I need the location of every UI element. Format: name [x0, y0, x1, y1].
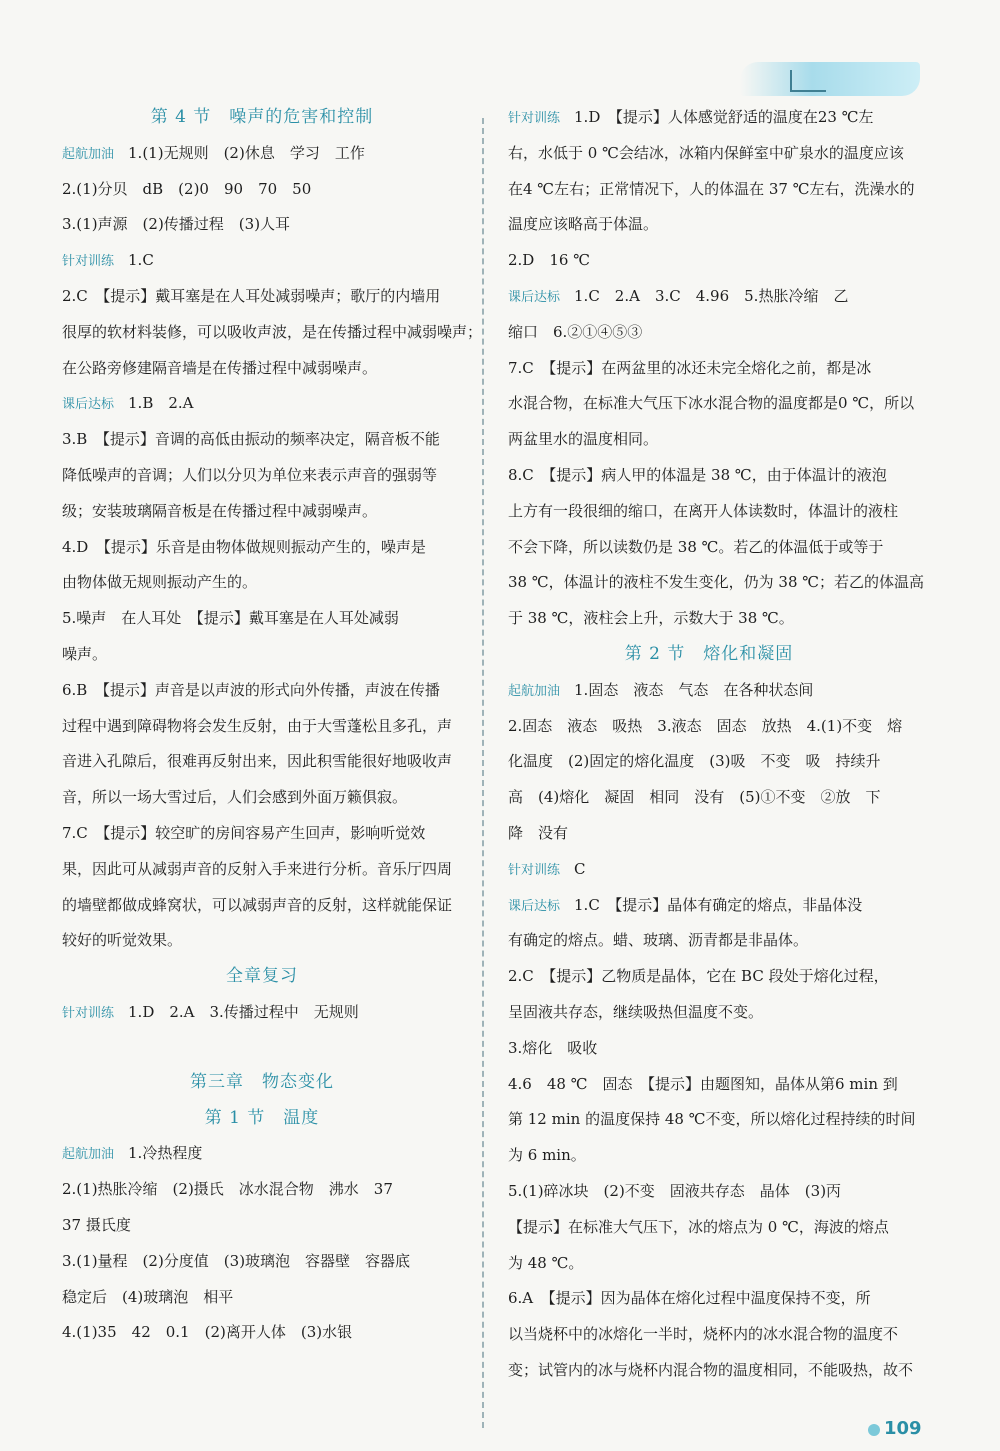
column-divider: [482, 118, 484, 1428]
answer-text: C: [574, 859, 586, 878]
exercise-tag: 课后达标: [508, 898, 561, 914]
exercise-tag: 起航加油: [62, 146, 115, 162]
header-decoration: [740, 62, 920, 96]
answer-line: 2.(1)热胀冷缩 (2)摄氏 冰水混合物 沸水 37: [62, 1180, 393, 1199]
answer-line: 38 ℃，体温计的液柱不发生变化，仍为 38 ℃；若乙的体温高: [508, 573, 925, 592]
answer-line: [508, 852, 910, 888]
answer-line: 在公路旁修建隔音墙是在传播过程中减弱噪声。: [62, 358, 378, 377]
section-heading: 全章复习: [226, 966, 298, 987]
exercise-tag: 针对训练: [62, 1005, 115, 1021]
answer-line: 2.C 【提示】戴耳塞是在人耳处减弱噪声；歌厅的内墙用: [62, 286, 441, 305]
answer-line: 上方有一段很细的缩口，在离开人体读数时，体温计的液柱: [508, 501, 899, 520]
answer-line: 降低噪声的音调；人们以分贝为单位来表示声音的强弱等: [62, 465, 438, 484]
answer-line: 3.(1)声源 (2)传播过程 (3)人耳: [62, 215, 291, 234]
exercise-tag: 针对训练: [62, 254, 115, 270]
left-column: [62, 100, 483, 1351]
answer-line: 为 6 min。: [508, 1146, 586, 1165]
answer-line: 为 48 ℃。: [508, 1253, 584, 1272]
answer-line: 以当烧杯中的冰熔化一半时，烧杯内的冰水混合物的温度不: [508, 1325, 899, 1344]
answer-line: 变；试管内的冰与烧杯内混合物的温度相同，不能吸热，故不: [508, 1360, 914, 1379]
exercise-tag: 课后达标: [62, 397, 115, 413]
right-column: [508, 100, 925, 1389]
answer-line: 很厚的软材料装修，可以吸收声波，是在传播过程中减弱噪声；: [62, 322, 483, 341]
answer-text: 1.D 【提示】人体感觉舒适的温度在23 ℃左: [574, 108, 874, 126]
page-number: 109: [884, 1418, 922, 1439]
answer-line: 【提示】在标准大气压下，冰的熔点为 0 ℃，海波的熔点: [508, 1217, 889, 1236]
answer-text: 1.冷热程度: [128, 1144, 203, 1163]
answer-line: 有确定的熔点。蜡、玻璃、沥青都是非晶体。: [508, 931, 809, 950]
answer-line: [508, 279, 910, 315]
answer-line: [62, 995, 462, 1031]
answer-line: [508, 673, 910, 709]
answer-line: 5.(1)碎冰块 (2)不变 固液共存态 晶体 (3)丙: [508, 1181, 842, 1200]
answer-line: 2.D 16 ℃: [508, 251, 590, 270]
exercise-tag: 课后达标: [508, 289, 561, 305]
exercise-tag: 起航加油: [508, 683, 561, 699]
answer-line: 2.固态 液态 吸热 3.液态 固态 放热 4.(1)不变 熔: [508, 716, 903, 735]
answer-line: 果，因此可从减弱声音的反射入手来进行分析。音乐厅四周: [62, 859, 453, 878]
answer-line: 3.B 【提示】音调的高低由振动的频率决定，隔音板不能: [62, 430, 440, 449]
answer-text: 1.C 【提示】晶体有确定的熔点，非晶体没: [574, 895, 863, 914]
answer-line: 高 (4)熔化 凝固 相同 没有 (5)①不变 ②放 下: [508, 788, 881, 807]
answer-text: 1.C: [128, 251, 154, 270]
answer-text: 1.C 2.A 3.C 4.96 5.热胀冷缩 乙: [574, 286, 849, 305]
answer-line: 3.熔化 吸收: [508, 1038, 598, 1057]
section-heading: 第 1 节 温度: [204, 1107, 320, 1128]
section-spacer: [62, 1031, 462, 1065]
answer-line: 降 没有: [508, 823, 569, 842]
answer-line: 水混合物，在标准大气压下冰水混合物的温度都是0 ℃，所以: [508, 394, 915, 413]
answer-line: 6.A 【提示】因为晶体在熔化过程中温度保持不变，所: [508, 1289, 871, 1308]
answer-line: 在4 ℃左右；正常情况下，人的体温在 37 ℃左右，洗澡水的: [508, 179, 915, 198]
exercise-tag: 起航加油: [62, 1147, 115, 1163]
answer-line: 4.D 【提示】乐音是由物体做规则振动产生的，噪声是: [62, 537, 426, 556]
answer-line: 5.噪声 在人耳处 【提示】戴耳塞是在人耳处减弱: [62, 609, 399, 628]
answer-line: 缩口 6.②①④⑤③: [508, 322, 643, 341]
answer-line: 2.(1)分贝 dB (2)0 90 70 50: [62, 179, 312, 198]
answer-line: 6.B 【提示】声音是以声波的形式向外传播，声波在传播: [62, 680, 440, 699]
answer-line: [508, 100, 910, 136]
answer-line: 37 摄氏度: [62, 1215, 131, 1234]
header-mark-icon: [790, 70, 826, 92]
exercise-tag: 针对训练: [508, 862, 561, 878]
answer-line: 两盆里水的温度相同。: [508, 430, 659, 449]
answer-line: 2.C 【提示】乙物质是晶体，它在 BC 段处于熔化过程，: [508, 967, 889, 986]
answer-line: 音，所以一场大雪过后，人们会感到外面万籁俱寂。: [62, 788, 408, 807]
answer-line: 4.6 48 ℃ 固态 【提示】由题图知，晶体从第6 min 到: [508, 1074, 898, 1093]
answer-line: [62, 1136, 462, 1172]
answer-line: 音进入孔隙后，很难再反射出来，因此积雪能很好地吸收声: [62, 752, 453, 771]
answer-line: [62, 243, 462, 279]
page-number-dot-icon: [868, 1424, 880, 1436]
answer-text: 1.B 2.A: [128, 394, 194, 413]
answer-line: [62, 386, 462, 422]
answer-line: 第 12 min 的温度保持 48 ℃不变，所以熔化过程持续的时间: [508, 1110, 916, 1129]
answer-line: 较好的听觉效果。: [62, 931, 183, 950]
answer-line: 不会下降，所以读数仍是 38 ℃。若乙的体温低于或等于: [508, 537, 884, 556]
answer-line: [508, 888, 910, 924]
answer-line: 化温度 (2)固定的熔化温度 (3)吸 不变 吸 持续升: [508, 752, 881, 771]
answer-line: 右，水低于 0 ℃会结冰，冰箱内保鲜室中矿泉水的温度应该: [508, 143, 904, 162]
answer-line: 8.C 【提示】病人甲的体温是 38 ℃，由于体温计的液泡: [508, 465, 887, 484]
section-heading: 第三章 物态变化: [190, 1071, 334, 1092]
answer-line: 呈固液共存态，继续吸热但温度不变。: [508, 1002, 764, 1021]
answer-line: 4.(1)35 42 0.1 (2)离开人体 (3)水银: [62, 1323, 353, 1342]
answer-line: 于 38 ℃，液柱会上升，示数大于 38 ℃。: [508, 609, 794, 628]
answer-line: 7.C 【提示】在两盆里的冰还未完全熔化之前，都是冰: [508, 358, 872, 377]
answer-line: 3.(1)量程 (2)分度值 (3)玻璃泡 容器壁 容器底: [62, 1251, 411, 1270]
answer-line: 7.C 【提示】较空旷的房间容易产生回声，影响听觉效: [62, 823, 426, 842]
answer-text: 1.D 2.A 3.传播过程中 无规则: [128, 1002, 359, 1021]
answer-line: 由物体做无规则振动产生的。: [62, 573, 258, 592]
exercise-tag: 针对训练: [508, 111, 561, 126]
answer-text: 1.固态 液态 气态 在各种状态间: [574, 680, 814, 699]
answer-line: 温度应该略高于体温。: [508, 215, 659, 234]
answer-line: 过程中遇到障碍物将会发生反射，由于大雪蓬松且多孔，声: [62, 716, 453, 735]
answer-line: 噪声。: [62, 644, 108, 663]
answer-line: 稳定后 (4)玻璃泡 相平: [62, 1287, 234, 1306]
answer-line: 级；安装玻璃隔音板是在传播过程中减弱噪声。: [62, 501, 378, 520]
answer-text: 1.(1)无规则 (2)休息 学习 工作: [128, 143, 365, 162]
section-heading: 第 2 节 熔化和凝固: [624, 643, 794, 664]
answer-line: [62, 136, 462, 172]
answer-line: 的墙壁都做成蜂窝状，可以减弱声音的反射，这样就能保证: [62, 895, 453, 914]
section-heading: 第 4 节 噪声的危害和控制: [150, 107, 374, 127]
